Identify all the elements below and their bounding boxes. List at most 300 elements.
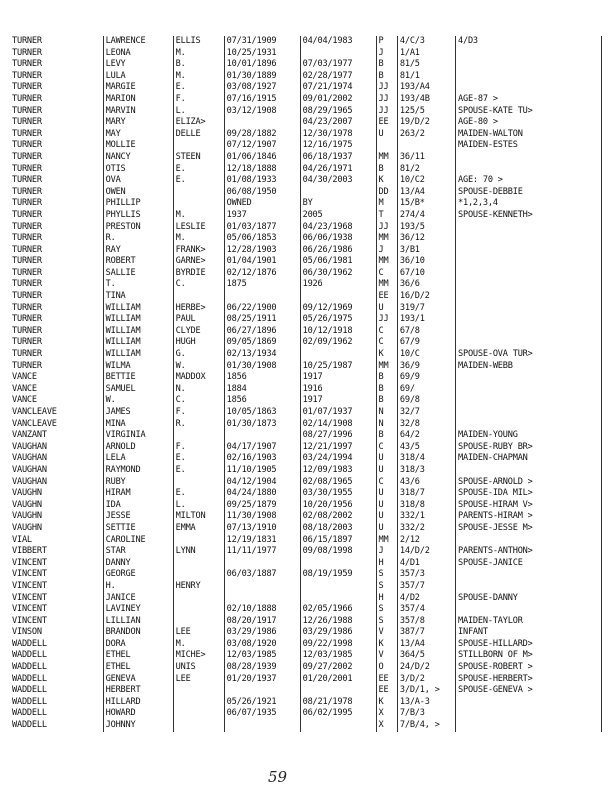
death-date-cell: 02/14/1908 [300,419,376,431]
first-name-cell: LEONA [103,48,173,60]
birth-date-cell: 11/30/1908 [224,511,300,523]
section-cell: V [376,650,397,662]
lot-cell: 81/2 [397,164,455,176]
section-cell: C [376,477,397,489]
first-name-cell: WILMA [103,361,173,373]
lot-cell: 32/8 [397,419,455,431]
first-name-cell: JOHNNY [103,720,173,732]
last-name-cell: TURNER [12,36,42,46]
notes-cell: PARENTS-ANTHON> [456,546,602,558]
table-row [10,117,602,129]
birth-date-cell: 01/08/1933 [224,175,300,187]
lot-cell: 81/1 [397,71,455,83]
death-date-cell: 06/18/1937 [300,152,376,164]
birth-date-cell: 05/06/1853 [224,233,300,245]
lot-cell: 3/D/1, > [397,685,455,697]
table-row [10,198,602,210]
last-name-cell: WADDELL [12,708,47,719]
table-row [10,616,602,628]
notes-cell [456,268,602,280]
birth-date-cell: 02/12/1876 [224,268,300,280]
middle-name-cell: HUGH [173,337,224,349]
last-name-cell: TURNER [12,267,42,278]
middle-name-cell: STEEN [173,152,224,164]
table-row [10,477,602,489]
notes-cell: SPOUSE-GENEVA > [456,685,602,697]
section-cell: U [376,511,397,523]
birth-date-cell: 1856 [224,395,300,407]
section-cell: MM [376,361,397,373]
notes-cell [456,164,602,176]
death-date-cell: 08/27/1996 [300,430,376,442]
lot-cell: 3/B1 [397,245,455,257]
notes-cell: MAIDEN-CHAPMAN [456,453,602,465]
table-row [10,523,602,535]
section-cell: U [376,453,397,465]
table-row [10,94,602,106]
first-name-cell: H. [103,581,173,593]
lot-cell: 357/3 [397,569,455,581]
middle-name-cell: E. [173,175,224,187]
notes-cell: AGE: 70 > [456,175,602,187]
lot-cell: 13/A-3 [397,697,455,709]
table-row [10,685,602,697]
last-name-cell: WADDELL [12,662,47,673]
first-name-cell: T. [103,279,173,291]
table-row [10,650,602,662]
death-date-cell: 07/21/1974 [300,82,376,94]
death-date-cell: 04/26/1971 [300,164,376,176]
table-row [10,82,602,94]
section-cell: JJ [376,106,397,118]
first-name-cell: DORA [103,639,173,651]
table-row [10,175,602,187]
birth-date-cell: 07/31/1909 [224,36,300,48]
middle-name-cell: F. [173,442,224,454]
middle-name-cell: E. [173,465,224,477]
table-row [10,720,602,732]
death-date-cell: 06/15/1897 [300,535,376,547]
lot-cell: 64/2 [397,430,455,442]
first-name-cell: TINA [103,291,173,303]
table-row [10,465,602,477]
section-cell: K [376,639,397,651]
notes-cell: SPOUSE-DANNY [456,593,602,605]
section-cell: C [376,337,397,349]
middle-name-cell: LEE [173,627,224,639]
last-name-cell: VAUGHAN [12,464,47,475]
death-date-cell: 2005 [300,210,376,222]
middle-name-cell [173,720,224,732]
first-name-cell: LAWRENCE [103,36,173,48]
last-name-cell: TURNER [12,117,42,128]
section-cell: V [376,627,397,639]
birth-date-cell: 03/12/1908 [224,106,300,118]
first-name-cell: SETTIE [103,523,173,535]
birth-date-cell [224,685,300,697]
section-cell: J [376,48,397,60]
section-cell: MM [376,535,397,547]
last-name-cell: VAUGHN [12,522,42,533]
last-name-cell: TURNER [12,302,42,313]
lot-cell: 364/5 [397,650,455,662]
notes-cell [456,337,602,349]
last-name-cell: TURNER [12,209,42,220]
death-date-cell: 08/19/1959 [300,569,376,581]
lot-cell: 193/4B [397,94,455,106]
first-name-cell: STAR [103,546,173,558]
section-cell: K [376,175,397,187]
lot-cell: 69/8 [397,395,455,407]
last-name-cell: VAUGHN [12,511,42,522]
death-date-cell [300,291,376,303]
section-cell: U [376,488,397,500]
first-name-cell: OWEN [103,187,173,199]
death-date-cell: 1926 [300,279,376,291]
section-cell: B [376,430,397,442]
notes-cell [456,326,602,338]
section-cell: B [376,164,397,176]
death-date-cell: 02/08/1965 [300,477,376,489]
birth-date-cell: 04/12/1904 [224,477,300,489]
first-name-cell: LULA [103,71,173,83]
section-cell: K [376,697,397,709]
section-cell: MM [376,279,397,291]
lot-cell: 13/A4 [397,639,455,651]
middle-name-cell: C. [173,279,224,291]
death-date-cell: 10/25/1987 [300,361,376,373]
last-name-cell: WADDELL [12,685,47,696]
last-name-cell: TURNER [12,128,42,139]
lot-cell: 318/8 [397,500,455,512]
death-date-cell [300,720,376,732]
birth-date-cell: 12/19/1831 [224,535,300,547]
death-date-cell: 08/29/1965 [300,106,376,118]
notes-cell [456,233,602,245]
section-cell: S [376,604,397,616]
lot-cell: 357/7 [397,581,455,593]
lot-cell: 43/6 [397,477,455,489]
first-name-cell: WILLIAM [103,326,173,338]
middle-name-cell: E. [173,453,224,465]
first-name-cell: R. [103,233,173,245]
birth-date-cell: 03/08/1927 [224,82,300,94]
notes-cell: SPOUSE-RUBY BR> [456,442,602,454]
table-row [10,546,602,558]
lot-cell: 3/D/2 [397,674,455,686]
section-cell: EE [376,674,397,686]
last-name-cell: TURNER [12,279,42,290]
last-name-cell: WADDELL [12,720,47,731]
last-name-cell: VAUGHAN [12,453,47,464]
lot-cell: 193/5 [397,222,455,234]
death-date-cell: 10/12/1918 [300,326,376,338]
table-row [10,569,602,581]
birth-date-cell: 09/28/1882 [224,129,300,141]
section-cell: MM [376,152,397,164]
table-row [10,349,602,361]
notes-cell [456,708,602,720]
birth-date-cell: 02/10/1888 [224,604,300,616]
notes-cell [456,407,602,419]
death-date-cell: 04/23/1968 [300,222,376,234]
first-name-cell: RAYMOND [103,465,173,477]
middle-name-cell: L. [173,106,224,118]
first-name-cell: SAMUEL [103,384,173,396]
lot-cell: 32/7 [397,407,455,419]
notes-cell: MAIDEN-ESTES [456,140,602,152]
notes-cell: MAIDEN-WEBB [456,361,602,373]
last-name-cell: VINSON [12,627,42,638]
table-row [10,233,602,245]
notes-cell [456,291,602,303]
notes-cell [456,256,602,268]
middle-name-cell: M. [173,233,224,245]
death-date-cell: BY [300,198,376,210]
last-name-cell: VINCENT [12,592,47,603]
table-row [10,164,602,176]
notes-cell: SPOUSE-DEBBIE [456,187,602,199]
notes-cell [456,395,602,407]
section-cell: M [376,198,397,210]
table-row [10,535,602,547]
birth-date-cell: 07/13/1910 [224,523,300,535]
lot-cell: 263/2 [397,129,455,141]
middle-name-cell: M. [173,210,224,222]
section-cell: MM [376,256,397,268]
death-date-cell: 02/05/1966 [300,604,376,616]
last-name-cell: WADDELL [12,696,47,707]
notes-cell [456,419,602,431]
table-row [10,697,602,709]
middle-name-cell: R. [173,419,224,431]
first-name-cell: HIRAM [103,488,173,500]
notes-cell [456,59,602,71]
middle-name-cell [173,604,224,616]
section-cell: DD [376,187,397,199]
birth-date-cell: 04/17/1907 [224,442,300,454]
death-date-cell: 12/09/1983 [300,465,376,477]
last-name-cell: VANCLEAVE [12,407,57,417]
last-name-cell: WADDELL [12,673,47,684]
birth-date-cell: 08/28/1939 [224,662,300,674]
table-row [10,245,602,257]
death-date-cell: 04/30/2003 [300,175,376,187]
last-name-cell: TURNER [12,82,42,93]
birth-date-cell: 12/18/1888 [224,164,300,176]
notes-cell [456,71,602,83]
table-row [10,36,602,48]
middle-name-cell [173,187,224,199]
notes-cell [456,82,602,94]
middle-name-cell [173,140,224,152]
middle-name-cell: ELLIS [173,36,224,48]
death-date-cell: 03/29/1986 [300,627,376,639]
first-name-cell: PHYLLIS [103,210,173,222]
death-date-cell: 01/07/1937 [300,407,376,419]
birth-date-cell: 01/30/1889 [224,71,300,83]
birth-date-cell: 1856 [224,372,300,384]
lot-cell: 125/5 [397,106,455,118]
notes-cell [456,303,602,315]
table-row [10,430,602,442]
middle-name-cell [173,616,224,628]
first-name-cell: JANICE [103,593,173,605]
section-cell: O [376,662,397,674]
birth-date-cell: 01/20/1937 [224,674,300,686]
death-date-cell [300,349,376,361]
notes-cell: AGE-80 > [456,117,602,129]
birth-date-cell: 12/03/1985 [224,650,300,662]
first-name-cell: HERBERT [103,685,173,697]
birth-date-cell: 04/24/1880 [224,488,300,500]
middle-name-cell: L. [173,500,224,512]
last-name-cell: TURNER [12,291,42,302]
section-cell: T [376,210,397,222]
lot-cell: 36/6 [397,279,455,291]
table-row [10,314,602,326]
middle-name-cell [173,708,224,720]
middle-name-cell: LESLIE [173,222,224,234]
notes-cell: *1,2,3,4 [456,198,602,210]
death-date-cell: 09/12/1969 [300,303,376,315]
first-name-cell: JESSE [103,511,173,523]
death-date-cell: 02/28/1977 [300,71,376,83]
middle-name-cell [173,569,224,581]
lot-cell: 67/9 [397,337,455,349]
notes-cell [456,245,602,257]
notes-cell: SPOUSE-ARNOLD > [456,477,602,489]
middle-name-cell: F. [173,94,224,106]
birth-date-cell: 09/25/1879 [224,500,300,512]
last-name-cell: TURNER [12,47,42,58]
notes-cell: SPOUSE-HIRAM V> [456,500,602,512]
section-cell: MM [376,233,397,245]
notes-cell [456,314,602,326]
lot-cell: 7/B/3 [397,708,455,720]
death-date-cell: 06/26/1986 [300,245,376,257]
last-name-cell: TURNER [12,70,42,81]
lot-cell: 14/D/2 [397,546,455,558]
last-name-cell: WADDELL [12,650,47,661]
table-row [10,291,602,303]
last-name-cell: TURNER [12,163,42,174]
section-cell: C [376,442,397,454]
birth-date-cell: 12/28/1903 [224,245,300,257]
death-date-cell: 04/04/1983 [300,36,376,48]
first-name-cell: LAVINEY [103,604,173,616]
middle-name-cell: BYRDIE [173,268,224,280]
table-row [10,674,602,686]
first-name-cell: MARVIN [103,106,173,118]
death-date-cell: 12/30/1978 [300,129,376,141]
first-name-cell: NANCY [103,152,173,164]
birth-date-cell: 11/10/1905 [224,465,300,477]
section-cell: J [376,546,397,558]
death-date-cell: 09/27/2002 [300,662,376,674]
section-cell: K [376,349,397,361]
birth-date-cell: 1875 [224,279,300,291]
death-date-cell: 08/18/2003 [300,523,376,535]
lot-cell: 10/C [397,349,455,361]
section-cell: S [376,581,397,593]
lot-cell: 10/C2 [397,175,455,187]
death-date-cell: 03/30/1955 [300,488,376,500]
middle-name-cell [173,593,224,605]
last-name-cell: TURNER [12,349,42,360]
table-row [10,372,602,384]
table-row [10,384,602,396]
notes-cell: 4/D3 [456,36,602,48]
section-cell: J [376,245,397,257]
lot-cell: 2/12 [397,535,455,547]
first-name-cell: DANNY [103,558,173,570]
lot-cell: 7/B/4, > [397,720,455,732]
lot-cell: 357/4 [397,604,455,616]
table-row [10,639,602,651]
death-date-cell [300,558,376,570]
last-name-cell: VINCENT [12,569,47,580]
notes-cell [456,697,602,709]
first-name-cell: MAY [103,129,173,141]
death-date-cell: 09/01/2002 [300,94,376,106]
birth-date-cell: 08/20/1917 [224,616,300,628]
lot-cell: 193/1 [397,314,455,326]
first-name-cell: IDA [103,500,173,512]
lot-cell: 4/D2 [397,593,455,605]
middle-name-cell [173,430,224,442]
death-date-cell: 08/21/1978 [300,697,376,709]
section-cell: JJ [376,82,397,94]
section-cell: P [376,36,397,48]
middle-name-cell: DELLE [173,129,224,141]
first-name-cell: LILLIAN [103,616,173,628]
first-name-cell: W. [103,395,173,407]
notes-cell: MAIDEN-WALTON [456,129,602,141]
birth-date-cell: 02/16/1903 [224,453,300,465]
middle-name-cell: M. [173,639,224,651]
death-date-cell: 06/06/1938 [300,233,376,245]
lot-cell: 318/4 [397,453,455,465]
table-row [10,662,602,674]
table-row [10,279,602,291]
notes-cell: SPOUSE-HILLARD> [456,639,602,651]
table-row [10,419,602,431]
last-name-cell: VAUGHN [12,499,42,510]
death-date-cell: 12/03/1985 [300,650,376,662]
table-row [10,106,602,118]
section-cell: S [376,616,397,628]
death-date-cell: 09/08/1998 [300,546,376,558]
lot-cell: 1/A1 [397,48,455,60]
section-cell: U [376,129,397,141]
first-name-cell: HILLARD [103,697,173,709]
last-name-cell: TURNER [12,151,42,162]
lot-cell: 319/7 [397,303,455,315]
birth-date-cell: 1884 [224,384,300,396]
birth-date-cell: 06/07/1935 [224,708,300,720]
table-row [10,326,602,338]
last-name-cell: TURNER [12,233,42,244]
last-name-cell: VINCENT [12,604,47,615]
middle-name-cell: MADDOX [173,372,224,384]
birth-date-cell: 08/25/1911 [224,314,300,326]
first-name-cell: PHILLIP [103,198,173,210]
last-name-cell: VANCE [12,395,37,406]
birth-date-cell [224,558,300,570]
notes-cell: INFANT [456,627,602,639]
notes-cell [456,279,602,291]
